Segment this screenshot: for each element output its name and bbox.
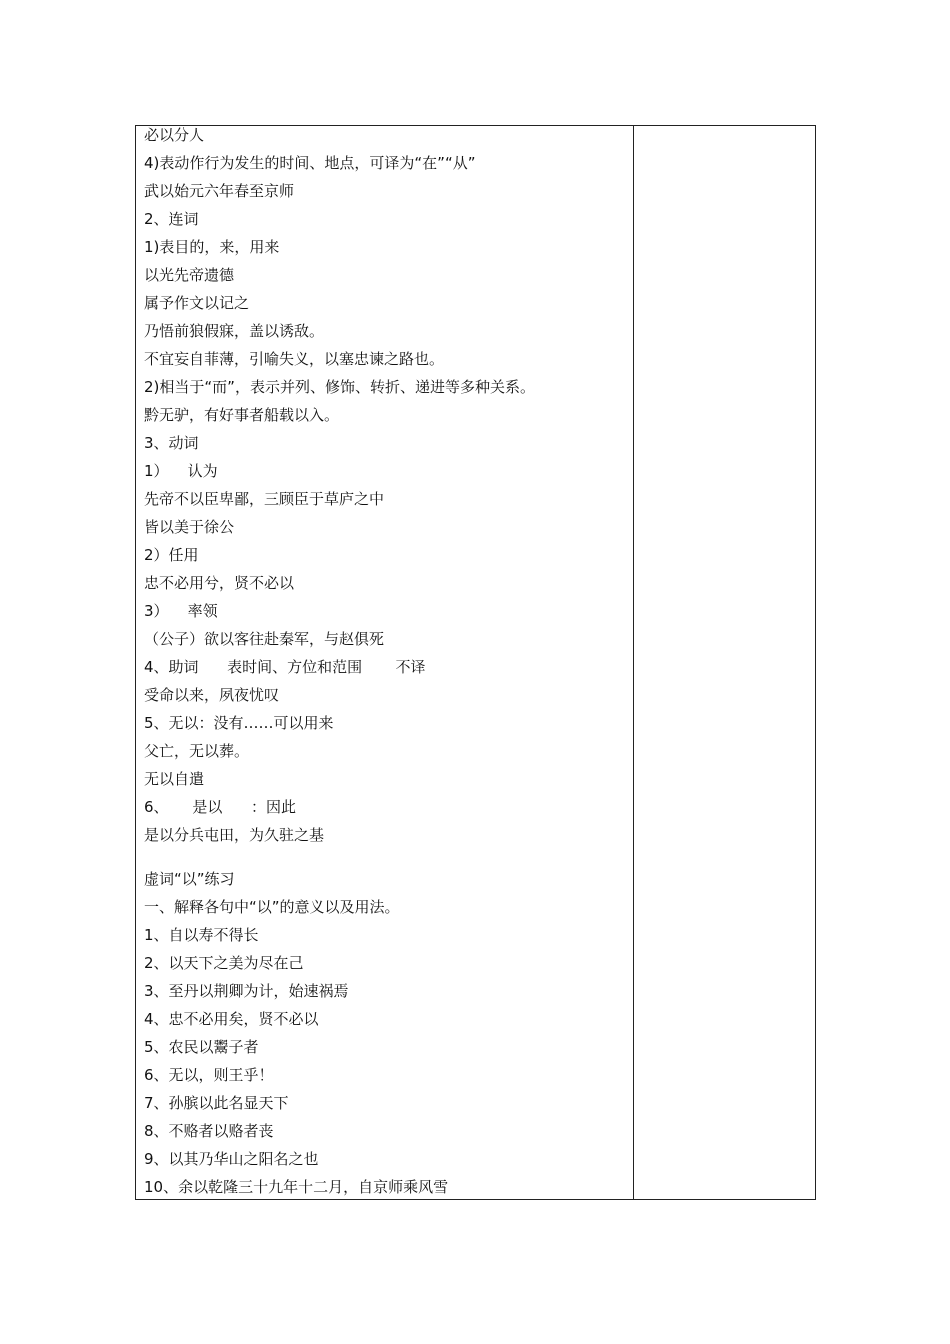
text-line: 3、动词 [144, 434, 199, 452]
text-line: 无以自遣 [144, 770, 205, 788]
text-line: 父亡，无以葬。 [144, 742, 250, 760]
text-line: 受命以来，夙夜忧叹 [144, 686, 280, 704]
exercise-item: 2、以天下之美为尽在己 [144, 954, 304, 972]
text-line: 不宜妄自菲薄，引喻失义，以塞忠谏之路也。 [144, 350, 445, 368]
text-line: 3） 率领 [144, 602, 218, 620]
text-line: （公子）欲以客往赴秦军，与赵俱死 [144, 630, 385, 648]
text-line: 必以分人 [144, 126, 205, 144]
text-line: 5、无以：没有……可以用来 [144, 714, 334, 732]
exercise-item: 3、至丹以荆卿为计，始速祸焉 [144, 982, 349, 1000]
text-line: 2）任用 [144, 546, 199, 564]
text-line: 武以始元六年春至京师 [144, 182, 295, 200]
exercise-item: 9、以其乃华山之阳名之也 [144, 1150, 319, 1168]
exercise-item: 10、余以乾隆三十九年十二月，自京师乘风雪 [144, 1178, 449, 1196]
text-line: 6、 是以 ：因此 [144, 798, 296, 816]
right-cell [635, 126, 815, 1199]
exercise-item: 1、自以寿不得长 [144, 926, 259, 944]
text-line: 是以分兵屯田，为久驻之基 [144, 826, 325, 844]
text-line: 2)相当于“而”，表示并列、修饰、转折、递进等多种关系。 [144, 378, 535, 396]
text-line: 2、连词 [144, 210, 199, 228]
text-line: 1） 认为 [144, 462, 218, 480]
text-line: 4、助词 表时间、方位和范围 不译 [144, 658, 426, 676]
exercise-item: 5、农民以鬻子者 [144, 1038, 259, 1056]
text-line: 黔无驴，有好事者船载以入。 [144, 406, 340, 424]
exercise-item: 4、忠不必用矣，贤不必以 [144, 1010, 319, 1028]
text-line: 属予作文以记之 [144, 294, 250, 312]
text-line: 1)表目的，来，用来 [144, 238, 280, 256]
text-line: 忠不必用兮，贤不必以 [144, 574, 295, 592]
text-line: 皆以美于徐公 [144, 518, 235, 536]
text-line: 以光先帝遗德 [144, 266, 235, 284]
exercise-item: 6、无以，则王乎！ [144, 1066, 274, 1084]
text-line: 乃悟前狼假寐，盖以诱敌。 [144, 322, 325, 340]
document-table [135, 125, 816, 1200]
exercise-item: 7、孙膑以此名显天下 [144, 1094, 289, 1112]
text-line: 先帝不以臣卑鄙，三顾臣于草庐之中 [144, 490, 385, 508]
section-heading: 虚词“以”练习 [144, 870, 235, 888]
text-line: 4)表动作行为发生的时间、地点，可译为“在”“从” [144, 154, 476, 172]
text-line: 一、解释各句中“以”的意义以及用法。 [144, 898, 400, 916]
exercise-item: 8、不赂者以赂者丧 [144, 1122, 274, 1140]
column-divider [633, 126, 634, 1199]
